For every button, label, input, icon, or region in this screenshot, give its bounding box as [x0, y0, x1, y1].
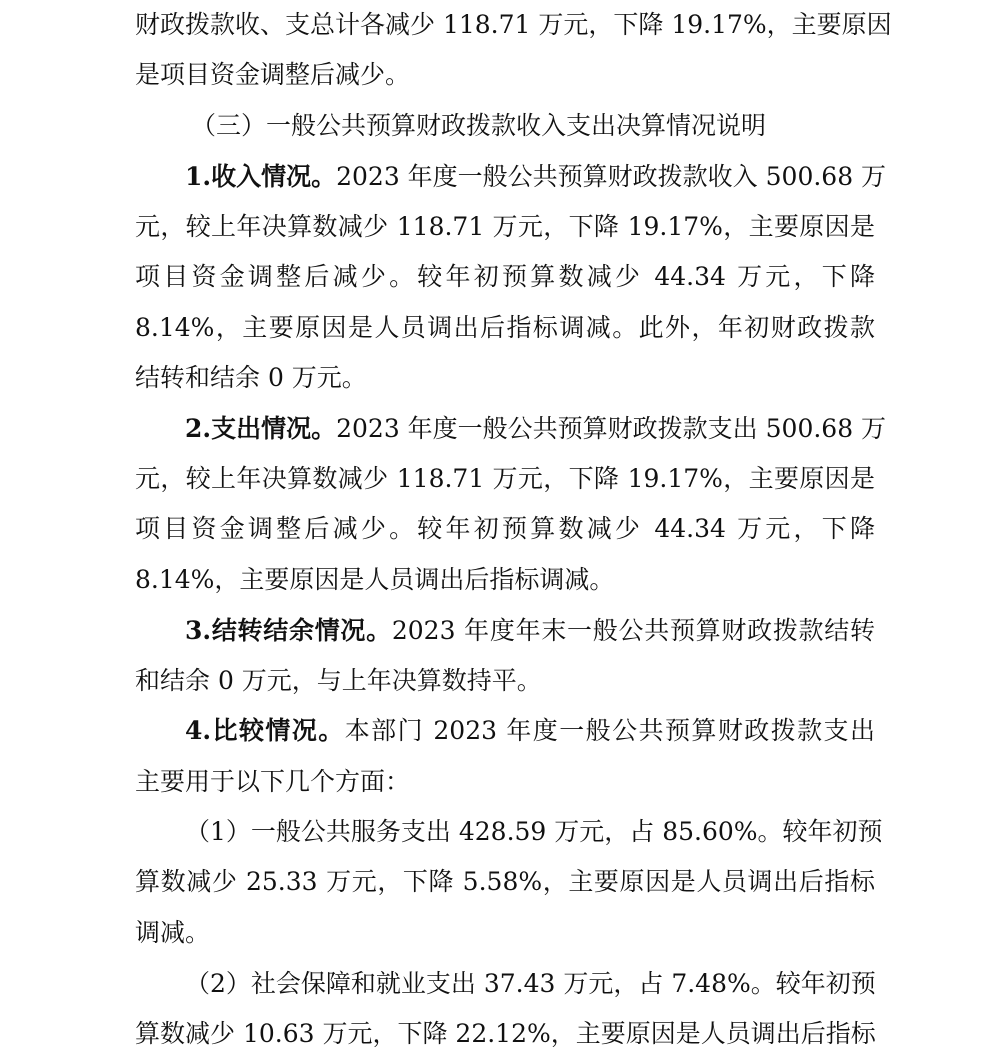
paragraph-first-line: [185, 611, 875, 651]
text-line: [135, 661, 875, 701]
line-text: 8.14%，主要原因是人员调出后指标调减。此外，年初财政拨款: [135, 313, 875, 342]
text-line: [135, 207, 875, 247]
paragraph-lead: 3.结转结余情况。: [185, 616, 392, 645]
line-text: 算数减少 10.63 万元，下降 22.12%，主要原因是人员调出后指标: [135, 1019, 876, 1048]
text-line: [135, 762, 875, 802]
text-line: [135, 308, 875, 348]
text-line: [135, 358, 875, 398]
text-line: [135, 257, 875, 297]
line-text: 元，较上年决算数减少 118.71 万元，下降 19.17%，主要原因是: [135, 464, 875, 493]
paragraph-first-line: [185, 711, 875, 751]
line-text: 2023 年度一般公共预算财政拨款收入 500.68 万: [336, 162, 887, 191]
text-line: [135, 55, 875, 95]
text-line: [135, 1014, 875, 1054]
line-text: 算数减少 25.33 万元，下降 5.58%，主要原因是人员调出后指标: [135, 867, 875, 896]
paragraph-first-line: [185, 157, 887, 197]
text-line: [135, 560, 875, 600]
line-text: 8.14%，主要原因是人员调出后指标调减。: [135, 565, 615, 594]
text-line: [135, 862, 875, 902]
paragraph-first-line: [185, 409, 887, 449]
line-text: 调减。: [135, 918, 211, 947]
line-text: 本部门 2023 年度一般公共预算财政拨款支出: [344, 716, 875, 745]
text-line: [135, 5, 892, 45]
heading-text: （三）一般公共预算财政拨款收入支出决算情况说明: [191, 111, 767, 140]
paragraph-lead: 2.支出情况。: [185, 414, 337, 443]
line-text: （2）社会保障和就业支出 37.43 万元，占 7.48%。较年初预: [185, 969, 876, 998]
line-text: （1）一般公共服务支出 428.59 万元，占 85.60%。较年初预: [185, 817, 883, 846]
paragraph-lead: 1.收入情况。: [185, 162, 337, 191]
text-line: [135, 459, 875, 499]
line-text: 项目资金调整后减少。较年初预算数减少 44.34 万元，下降: [135, 514, 875, 543]
section-heading: [191, 106, 875, 146]
line-text: 主要用于以下几个方面：: [135, 767, 411, 796]
line-text: 财政拨款收、支总计各减少 118.71 万元，下降 19.17%，主要原因: [135, 10, 892, 39]
line-text: 2023 年度年末一般公共预算财政拨款结转: [391, 616, 875, 645]
paragraph-first-line: [185, 964, 875, 1004]
line-text: 是项目资金调整后减少。: [135, 60, 411, 89]
line-text: 和结余 0 万元，与上年决算数持平。: [135, 666, 542, 695]
line-text: 元，较上年决算数减少 118.71 万元，下降 19.17%，主要原因是: [135, 212, 875, 241]
line-text: 2023 年度一般公共预算财政拨款支出 500.68 万: [336, 414, 887, 443]
text-line: [135, 913, 875, 953]
line-text: 结转和结余 0 万元。: [135, 363, 367, 392]
paragraph-lead: 4.比较情况。: [185, 716, 345, 745]
line-text: 项目资金调整后减少。较年初预算数减少 44.34 万元，下降: [135, 262, 875, 291]
text-line: [135, 509, 875, 549]
paragraph-first-line: [185, 812, 883, 852]
